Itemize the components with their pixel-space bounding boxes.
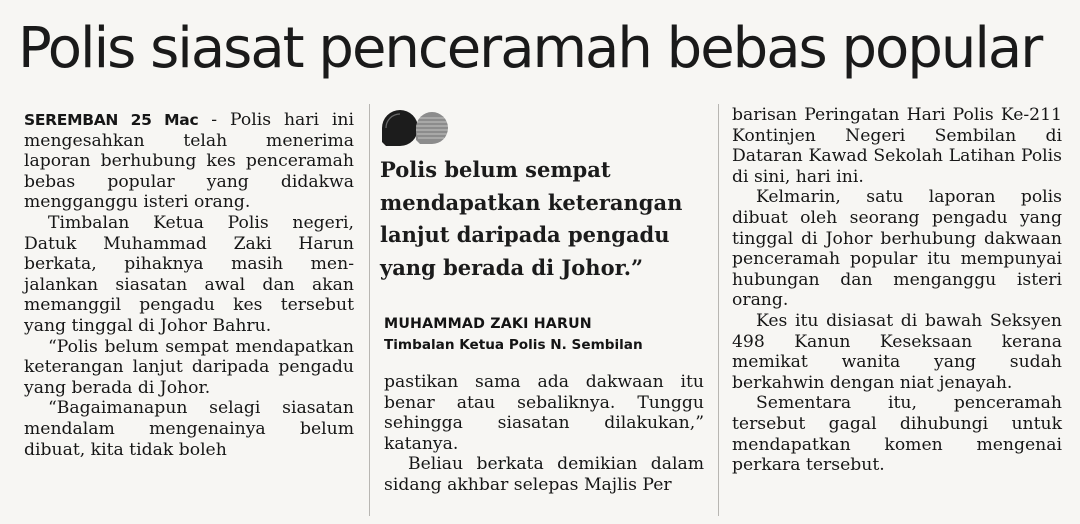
headline: Polis siasat penceramah bebas popular <box>18 16 1042 81</box>
quote-attribution-title: Timbalan Ketua Polis N. Sembilan <box>384 337 643 353</box>
quote-marks-icon <box>380 108 450 148</box>
paragraph: Kes itu disiasat di bawah Seksyen 498 Kanun Keseksaan kerana memikat wanita yang sudah berkahwin dengan niat jenayah. <box>732 310 1062 393</box>
column-divider <box>718 104 719 516</box>
paragraph: pastikan sama ada dakwaan itu benar atau sebaliknya. Tunggu sehingga siasatan dilakukan,” katanya. <box>384 372 704 454</box>
paragraph: Sementara itu, penceramah tersebut gagal dihubungi untuk mendapatkan komen mengenai perkara tersebut. <box>732 393 1062 476</box>
article-column-1 <box>24 110 354 460</box>
pull-quote: Polis belum sempat mendapatkan keterangan lanjut daripada pengadu yang berada di Johor.” <box>380 157 683 280</box>
article-column-2 <box>384 372 704 496</box>
column-divider <box>369 104 370 516</box>
paragraph: “Polis belum sempat mendapatkan keterangan lanjut daripada pengadu yang berada di Johor. <box>24 336 354 398</box>
quote-attribution-name: MUHAMMAD ZAKI HARUN <box>384 316 592 332</box>
paragraph: barisan Peringatan Hari Polis Ke-211 Kontinjen Negeri Sembilan di Dataran Kawad Sekolah Latihan Polis di sini, hari ini. <box>732 105 1062 187</box>
paragraph: Timbalan Ketua Polis negeri, Datuk Muhammad Zaki Harun berkata, pihaknya masih menjalankan siasatan awal dan akan memanggil pengadu kes tersebut yang tinggal di Johor Bahru. <box>24 212 354 336</box>
article-column-3 <box>732 105 1062 476</box>
paragraph: “Bagaimanapun selagi siasatan mendalam mengenainya belum dibuat, kita tidak boleh <box>24 398 354 460</box>
paragraph: Beliau berkata demikian dalam sidang akhbar selepas Majlis Per <box>384 454 704 495</box>
lead-paragraph <box>24 110 354 213</box>
paragraph-text: - Polis hari ini mengesahkan telah menerima laporan berhubung kes penceramah bebas popular yang didakwa mengganggu isteri orang. <box>24 110 354 213</box>
dateline: SEREMBAN 25 Mac <box>24 111 199 129</box>
paragraph: Kelmarin, satu laporan polis dibuat oleh seorang pengadu yang tinggal di Johor berhubung dakwaan penceramah popular itu mempunyai hubungan dan menganggu isteri orang. <box>732 187 1062 311</box>
